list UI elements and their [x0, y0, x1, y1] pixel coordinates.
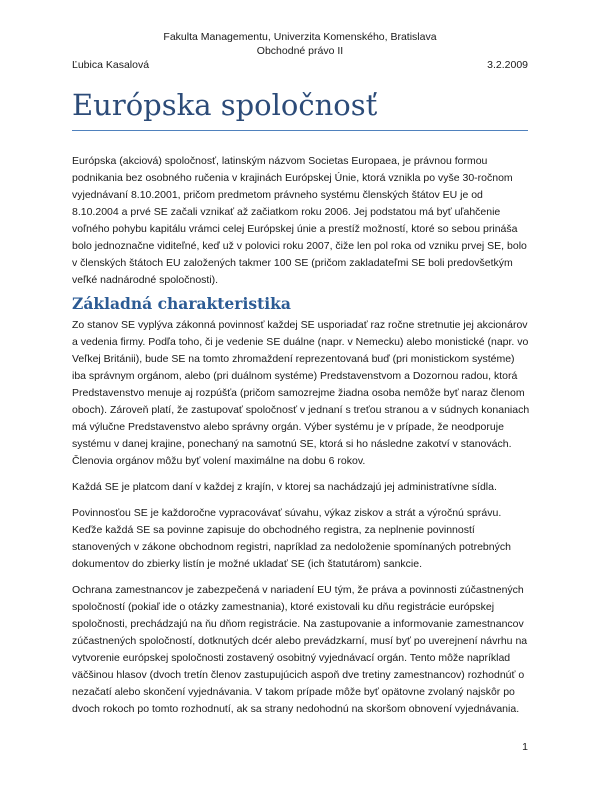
header-course: Obchodné právo II: [256, 45, 344, 57]
intro-paragraph: Európska (akciová) spoločnosť, latinským názvom Societas Europaea, je právnou formou podnikania bez osobného ručenia v krajinách Európskej Únie, ktorá vznikla po vyše 30-ročnom vyjednávaní 8.10.2001, pričom predmetom právneho systému členských štátov EU je od 8.10.2004 a prvé SE začali vznikať až začiatkom roku 2006. Jej podstatou má byť uľahčenie voľného pohybu kapitálu vrámci celej Európskej únie a prestíž možností, ktoré so sebou prináša bolo jednoznačne viditeľné, keď už v polovici roku 2007, čiže len pol roka od vzniku prvej SE, bolo v členských štátoch EU založených takmer 100 SE (pričom zakladateľmi SE boli predovšetkým veľké nadnárodné spoločnosti).: [72, 155, 527, 286]
body-paragraph: Každá SE je platcom daní v každej z krajín, v ktorej sa nachádzajú jej administratívne sídla.: [72, 481, 497, 493]
section-body: [72, 317, 530, 727]
header-author: Ľubica Kasalová: [72, 59, 150, 71]
section-heading: Základná charakteristika: [72, 294, 291, 313]
body-paragraph: Povinnosťou SE je každoročne vypracovávať súvahu, výkaz ziskov a strát a výročnú správu. Keďže každá SE sa povinne zapisuje do obchodného registra, za neplnenie povinností stanovených v zákone obchodnom registri, napríklad za nedoloženie spomínaných potrebných dokumentov do zbierky listín je možné ukladať SE (ich štatutárom) sankcie.: [72, 507, 511, 570]
body-paragraph: Zo stanov SE vyplýva zákonná povinnosť každej SE usporiadať raz ročne stretnutie jej akcionárov a vedenia firmy. Podľa toho, či je vedenie SE duálne (napr. v Nemecku) alebo monistické (napr. vo Veľkej Británii), bude SE na tomto zhromaždení reprezentovaná buď (pri monistickom systéme) iba správnym orgánom, alebo (pri duálnom systéme) Predstavenstvom a Dozornou radou, ktorá Predstavenstvo menuje aj rozpúšťa (pričom samozrejme žiadna osoba nemôže byť naraz členom oboch). Zároveň platí, že zastupovať spoločnosť v jednaní s treťou stranou a v súdnych konaniach má výlučne Predstavenstvo alebo správny orgán. Výber systému je v prípade, že neodporuje systému v danej krajine, ponechaný na samotnú SE, ktorá si ho následne zakotví v stanovách. Členovia orgánov môžu byť volení maximálne na dobu 6 rokov.: [72, 319, 530, 467]
page-number: 1: [522, 741, 528, 753]
header-institution: Fakulta Managementu, Univerzita Komenského, Bratislava: [163, 31, 437, 43]
intro-section: [72, 153, 530, 298]
body-paragraph: Ochrana zamestnancov je zabezpečená v nariadení EU tým, že práva a povinnosti zúčastnených spoločností (pokiaľ ide o otázky zamestnania), ktoré existovali ku dňu registrácie európskej spoločnosti, prechádzajú na ňu dňom registrácie. Na zastupovanie a informovanie zamestnancov zúčastnených spoločností, dotknutých dcér alebo prevádzkarní, musí byť po uverejnení návrhu na vytvorenie európskej spoločnosti zostavený osobitný vyjednávací orgán. Tento môže napríklad väčšinou hlasov (dvoch tretín členov zastupujúcich aspoň dve tretiny zamestnancov) rozhodnúť o nezačatí alebo skončení vyjednávania. V takom prípade môže byť opätovne zvolaný najskôr po dvoch rokoch po tomto rozhodnutí, ak sa strany nedohodnú na skoršom obnovení vyjednávania.: [72, 584, 528, 715]
page-header: [0, 30, 600, 58]
title-underline-divider: [72, 130, 528, 131]
document-title: Európska spoločnosť: [72, 88, 378, 122]
header-date: 3.2.2009: [487, 59, 528, 71]
